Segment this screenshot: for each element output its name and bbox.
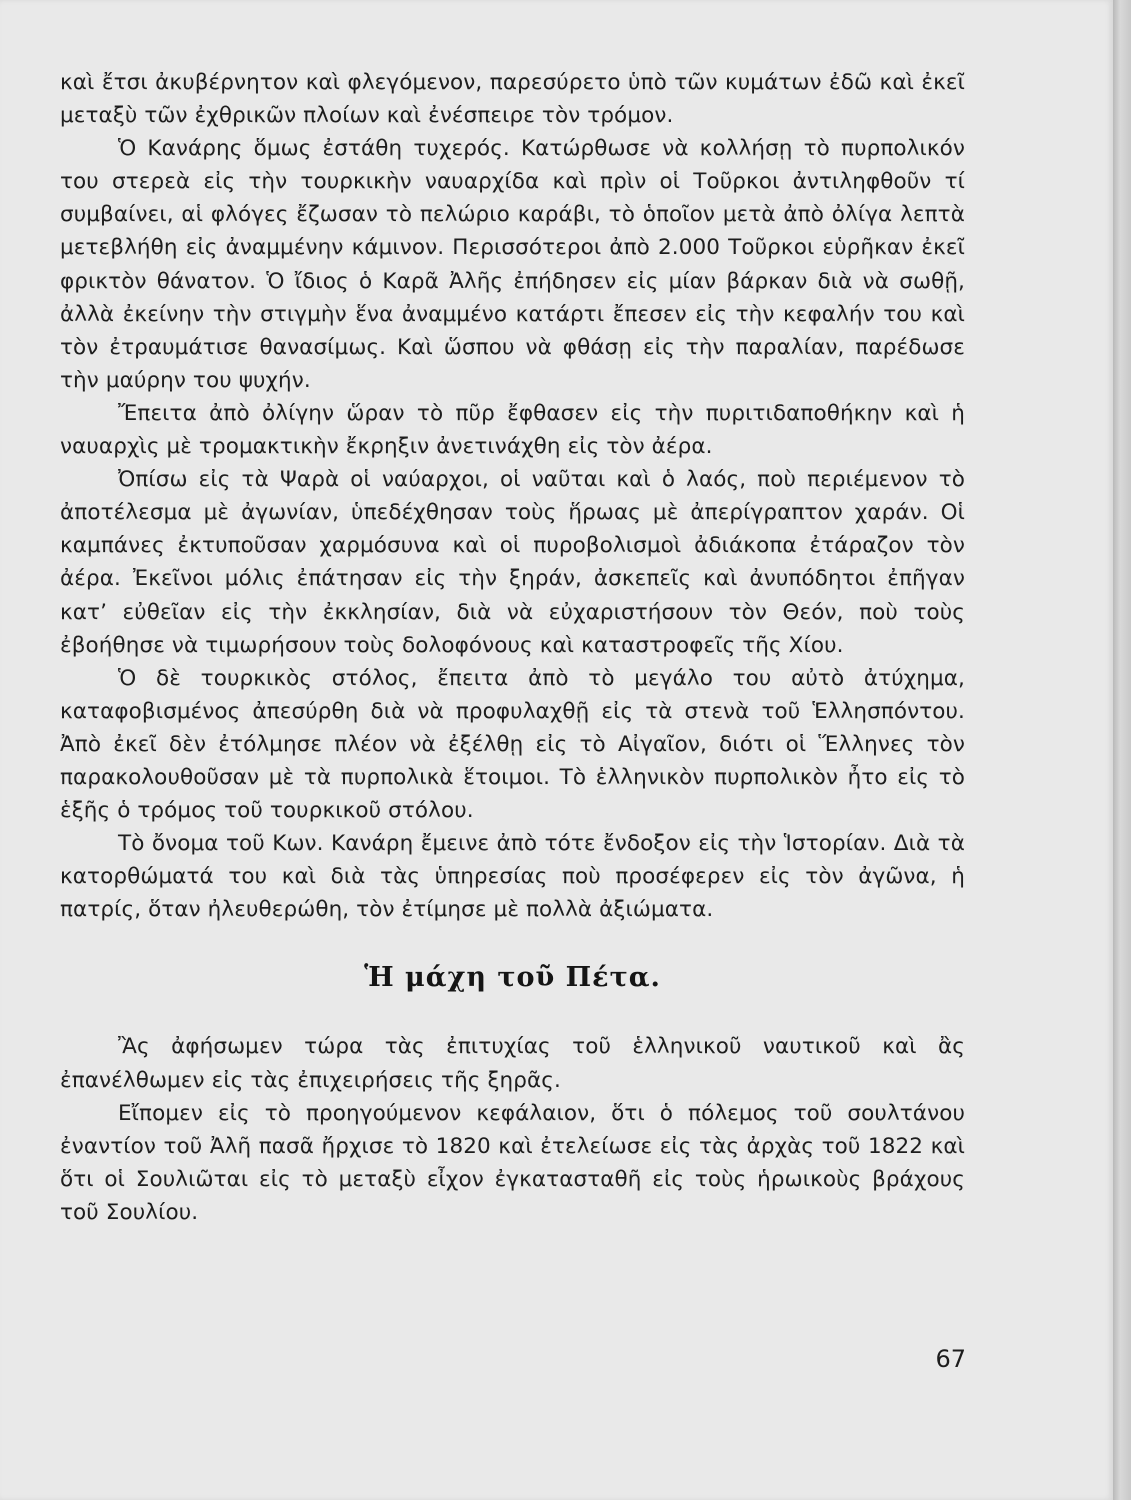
- page-text: [60, 66, 965, 1229]
- page-edge: [1113, 0, 1131, 1500]
- paragraph: Εἴπομεν εἰς τὸ προηγούμενον κεφάλαιον, ὅτι ὁ πόλεμος τοῦ σουλτάνου ἐναντίον τοῦ Ἀλῆ πασᾶ ἤρχισε τὸ 1820 καὶ ἐτελείωσε εἰς τὰς ἀρχὰς τοῦ 1822 καὶ ὅτι οἱ Σουλιῶται εἰς τὸ μεταξὺ εἶχον ἐγκατασταθῆ εἰς τοὺς ἡρωικοὺς βράχους τοῦ Σουλίου.: [60, 1100, 965, 1225]
- paragraph: καὶ ἔτσι ἀκυβέρνητον καὶ φλεγόμενον, παρεσύρετο ὑπὸ τῶν κυμάτων ἐδῶ καὶ ἐκεῖ μεταξὺ τῶν ἐχθρικῶν πλοίων καὶ ἐνέσπειρε τὸν τρόμον.: [60, 70, 965, 129]
- paragraph: Ὀπίσω εἰς τὰ Ψαρὰ οἱ ναύαρχοι, οἱ ναῦται καὶ ὁ λαός, ποὺ περιέμενον τὸ ἀποτέλεσμα μὲ ἀγωνίαν, ὑπεδέχθησαν τοὺς ἥρωας μὲ ἀπερίγραπτον χαράν. Οἱ καμπάνες ἐκτυποῦσαν χαρμόσυνα καὶ οἱ πυροβολισμοὶ ἀδιάκοπα ἐτάραζον τὸν ἀέρα. Ἐκεῖνοι μόλις ἐπάτησαν εἰς τὴν ξηράν, ἀσκεπεῖς καὶ ἀνυπόδητοι ἐπῆγαν κατ’ εὐθεῖαν εἰς τὴν ἐκκλησίαν, διὰ νὰ εὐχαριστήσουν τὸν Θεόν, ποὺ τοὺς ἐβοήθησε νὰ τιμωρήσουν τοὺς δολοφόνους καὶ καταστροφεῖς τῆς Χίου.: [60, 467, 965, 658]
- paragraph: Ἂς ἀφήσωμεν τώρα τὰς ἐπιτυχίας τοῦ ἑλληνικοῦ ναυτικοῦ καὶ ἂς ἐπανέλθωμεν εἰς τὰς ἐπιχειρήσεις τῆς ξηρᾶς.: [60, 1034, 965, 1093]
- page-number: 67: [935, 1345, 966, 1373]
- section-heading: Ἡ μάχη τοῦ Πέτα.: [364, 962, 661, 994]
- paragraph: Ὁ δὲ τουρκικὸς στόλος, ἔπειτα ἀπὸ τὸ μεγάλο του αὐτὸ ἀτύχημα, καταφοβισμένος ἀπεσύρθη διὰ νὰ προφυλαχθῇ εἰς τὰ στενὰ τοῦ Ἑλλησπόντου. Ἀπὸ ἐκεῖ δὲν ἐτόλμησε πλέον νὰ ἐξέλθῃ εἰς τὸ Αἰγαῖον, διότι οἱ Ἕλληνες τὸν παρακολουθοῦσαν μὲ τὰ πυρπολικὰ ἕτοιμοι. Τὸ ἑλληνικὸν πυρπολικὸν ἦτο εἰς τὸ ἑξῆς ὁ τρόμος τοῦ τουρκικοῦ στόλου.: [60, 665, 965, 824]
- paragraph: Ὁ Κανάρης ὅμως ἐστάθη τυχερός. Κατώρθωσε νὰ κολλήσῃ τὸ πυρπολικόν του στερεὰ εἰς τὴν τουρκικὴν ναυαρχίδα καὶ πρὶν οἱ Τοῦρκοι ἀντιληφθοῦν τί συμβαίνει, αἱ φλόγες ἔζωσαν τὸ πελώριο καράβι, τὸ ὁποῖον μετὰ ἀπὸ ὀλίγα λεπτὰ μετεβλήθη εἰς ἀναμμένην κάμινον. Περισσότεροι ἀπὸ 2.000 Τοῦρκοι εὑρῆκαν ἐκεῖ φρικτὸν θάνατον. Ὁ ἴδιος ὁ Καρᾶ Ἀλῆς ἐπήδησεν εἰς μίαν βάρκαν διὰ νὰ σωθῇ, ἀλλὰ ἐκείνην τὴν στιγμὴν ἕνα ἀναμμένο κατάρτι ἔπεσεν εἰς τὴν κεφαλήν του καὶ τὸν ἐτραυμάτισε θανασίμως. Καὶ ὥσπου νὰ φθάσῃ εἰς τὴν παραλίαν, παρέδωσε τὴν μαύρην του ψυχήν.: [60, 136, 965, 393]
- paragraph: Τὸ ὄνομα τοῦ Κων. Κανάρη ἔμεινε ἀπὸ τότε ἔνδοξον εἰς τὴν Ἱστορίαν. Διὰ τὰ κατορθώματά του καὶ διὰ τὰς ὑπηρεσίας ποὺ προσέφερεν εἰς τὸν ἀγῶνα, ἡ πατρίς, ὅταν ἠλευθερώθη, τὸν ἐτίμησε μὲ πολλὰ ἀξιώματα.: [60, 831, 965, 923]
- paragraph: Ἔπειτα ἀπὸ ὀλίγην ὥραν τὸ πῦρ ἔφθασεν εἰς τὴν πυριτιδαποθήκην καὶ ἡ ναυαρχὶς μὲ τρομακτικὴν ἔκρηξιν ἀνετινάχθη εἰς τὸν ἀέρα.: [60, 400, 965, 460]
